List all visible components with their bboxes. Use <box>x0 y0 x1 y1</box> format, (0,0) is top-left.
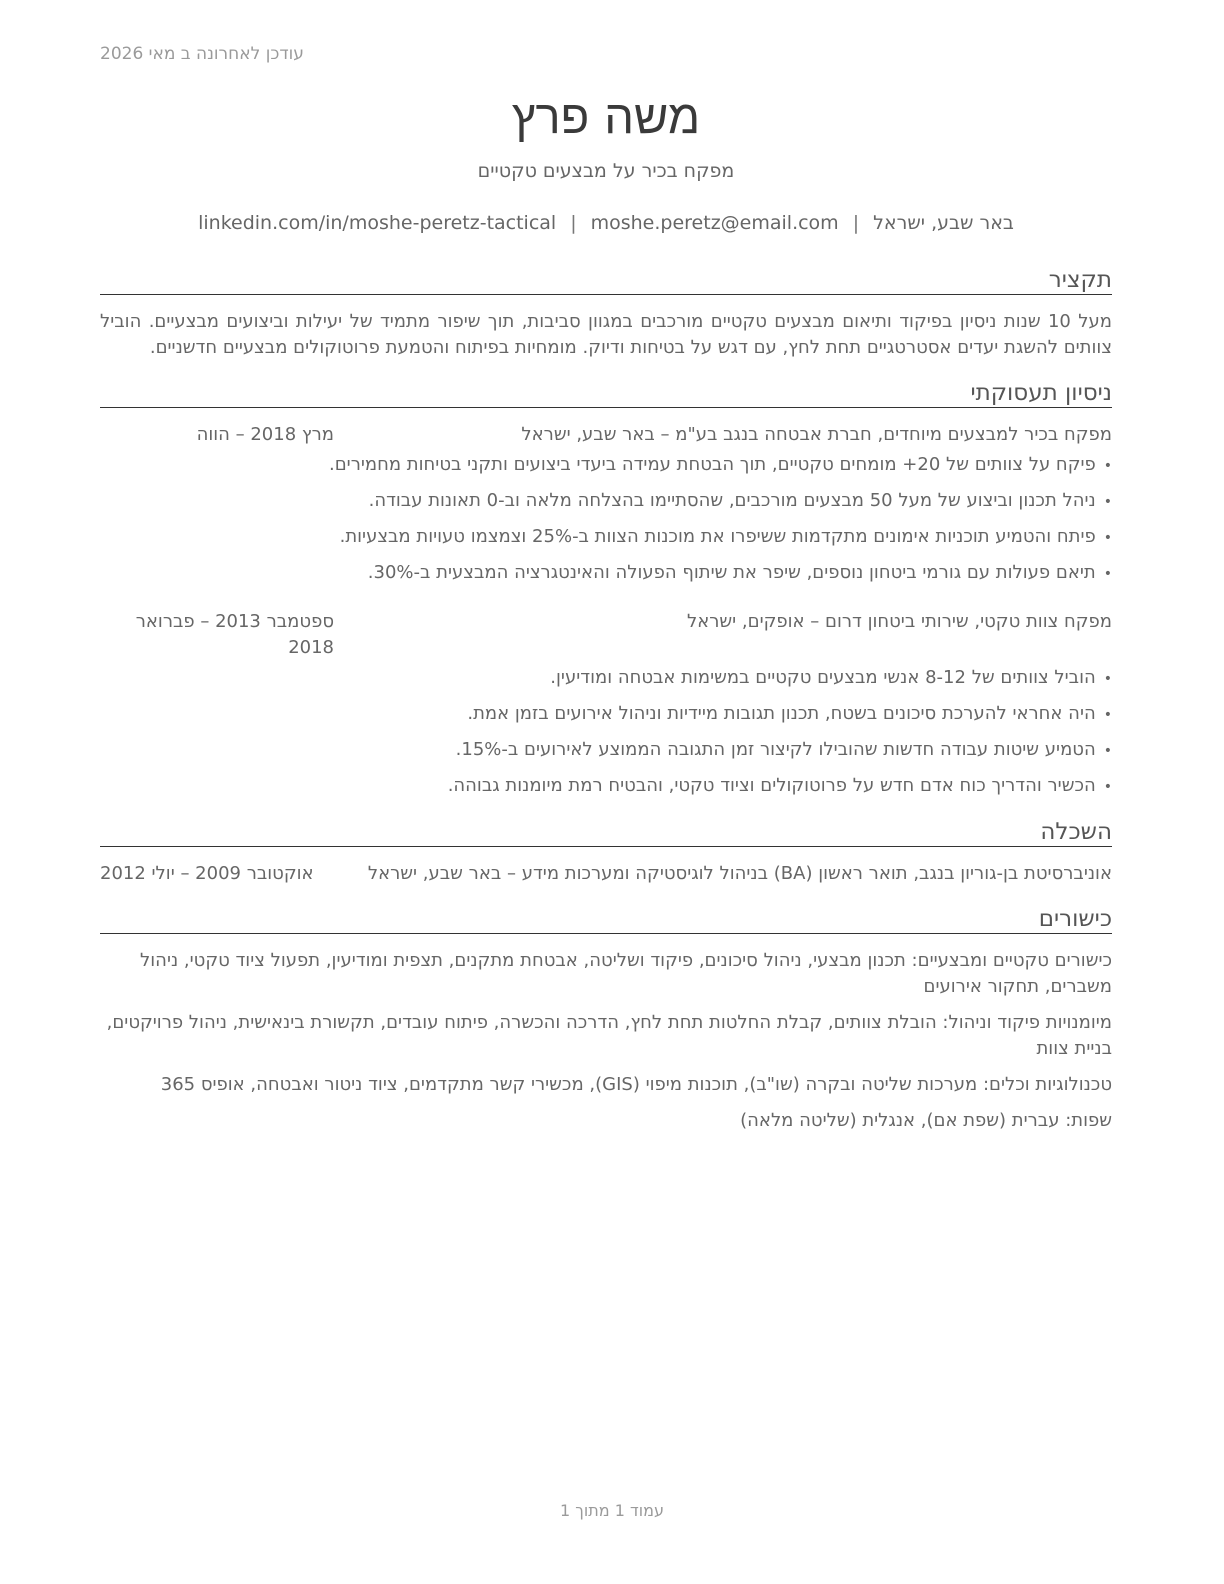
job-bullet <box>100 665 1112 692</box>
education-dates: אוקטובר 2009 – יולי 2012 <box>100 863 314 884</box>
candidate-title: מפקח בכיר על מבצעים טקטיים <box>477 160 735 182</box>
job-bullets <box>100 665 1112 800</box>
job-header <box>100 609 1112 661</box>
bullet-text: הוביל צוותים של 8-12 אנשי מבצעים טקטיים במשימות אבטחה ומודיעין. <box>550 667 1096 688</box>
contact-line <box>100 210 1112 236</box>
bullet-text: הטמיע שיטות עבודה חדשות שהובילו לקיצור זמן התגובה הממוצע לאירועים ב-15%. <box>455 739 1096 760</box>
job-entry <box>100 422 1112 587</box>
job-bullet <box>100 488 1112 515</box>
page-number: עמוד 1 מתוך 1 <box>560 1501 664 1520</box>
skill-line: שפות: עברית (שפת אם), אנגלית (שליטה מלאה) <box>740 1110 1112 1131</box>
bullet-icon: • <box>1103 779 1112 795</box>
contact-separator: | <box>852 212 860 234</box>
job-title: מפקח בכיר למבצעים מיוחדים, חברת אבטחה בנגב בע"מ – באר שבע, ישראל <box>521 424 1112 445</box>
contact-separator: | <box>570 212 577 234</box>
skill-line: כישורים טקטיים ומבצעיים: תכנון מבצעי, ניהול סיכונים, פיקוד ושליטה, אבטחת מתקנים, תצפית ומודיעין, תפעול ציוד טקטי, ניהול משברים, תחקור אירועים <box>140 950 1112 997</box>
contact-location: באר שבע, ישראל <box>873 212 1014 234</box>
job-bullet <box>100 560 1112 587</box>
bullet-text: תיאם פעולות עם גורמי ביטחון נוספים, שיפר את שיתוף הפעולה והאינטגרציה המבצעית ב-30%. <box>367 562 1096 583</box>
job-entry <box>100 609 1112 800</box>
bullet-icon: • <box>1103 530 1112 546</box>
bullet-icon: • <box>1103 743 1112 759</box>
bullet-icon: • <box>1103 671 1112 687</box>
section-title-summary: תקציר <box>100 266 1112 295</box>
job-bullets <box>100 452 1112 587</box>
bullet-text: ניהל תכנון וביצוע של מעל 50 מבצעים מורכבים, שהסתיימו בהצלחה מלאה וב-0 תאונות עבודה. <box>368 490 1096 511</box>
section-title-education: השכלה <box>100 818 1112 847</box>
resume-page <box>100 0 1112 1134</box>
job-header <box>100 422 1112 448</box>
job-bullet <box>100 773 1112 800</box>
bullet-icon: • <box>1103 707 1112 723</box>
bullet-icon: • <box>1103 566 1112 582</box>
section-title-experience: ניסיון תעסוקתי <box>100 379 1112 408</box>
bullet-icon: • <box>1103 494 1112 510</box>
education-entry <box>100 861 1112 887</box>
contact-email[interactable]: moshe.peretz@email.com <box>590 212 839 234</box>
summary-text: מעל 10 שנות ניסיון בפיקוד ותיאום מבצעים טקטיים מורכבים במגוון סביבות, תוך שיפור מתמיד של יעילות וביצועים מבצעיים. הוביל צוותים להשגת יעדים אסטרטגיים תחת לחץ, עם דגש על בטיחות ודיוק. מומחיות בפיתוח והטמעת פרוטוקולים מבצעיים חדשניים. <box>100 311 1112 358</box>
skill-line: מיומנויות פיקוד וניהול: הובלת צוותים, קבלת החלטות תחת לחץ, הדרכה והכשרה, פיתוח עובדים, תקשורת בינאישית, ניהול פרויקטים, בניית צוות <box>106 1012 1112 1059</box>
job-bullet <box>100 701 1112 728</box>
job-dates: מרץ 2018 – הווה <box>196 424 334 445</box>
section-title-skills: כישורים <box>100 905 1112 934</box>
bullet-text: הכשיר והדריך כוח אדם חדש על פרוטוקולים וציוד טקטי, והבטיח רמת מיומנות גבוהה. <box>447 775 1096 796</box>
bullet-icon: • <box>1103 458 1112 474</box>
job-dates: ספטמבר 2013 – פברואר 2018 <box>135 611 334 658</box>
bullet-text: היה אחראי להערכת סיכונים בשטח, תכנון תגובות מיידיות וניהול אירועים בזמן אמת. <box>467 703 1096 724</box>
job-title: מפקח צוות טקטי, שירותי ביטחון דרום – אופקים, ישראל <box>687 611 1112 632</box>
bullet-text: פיתח והטמיע תוכניות אימונים מתקדמות ששיפרו את מוכנות הצוות ב-25% וצמצמו טעויות מבצעיות. <box>339 526 1096 547</box>
education-text: אוניברסיטת בן-גוריון בנגב, תואר ראשון (BA) בניהול לוגיסטיקה ומערכות מידע – באר שבע, ישראל <box>367 863 1112 884</box>
last-updated-note: עודכן לאחרונה ב מאי 2026 <box>100 44 304 64</box>
candidate-name: משה פרץ <box>511 90 701 145</box>
contact-linkedin[interactable]: linkedin.com/in/moshe-peretz-tactical <box>198 212 557 234</box>
skill-line: טכנולוגיות וכלים: מערכות שליטה ובקרה (שו"ב), תוכנות מיפוי (GIS), מכשירי קשר מתקדמים, ציוד ניטור ואבטחה, אופיס 365 <box>160 1074 1112 1095</box>
job-bullet <box>100 737 1112 764</box>
job-bullet <box>100 452 1112 479</box>
job-bullet <box>100 524 1112 551</box>
bullet-text: פיקח על צוותים של 20+ מומחים טקטיים, תוך הבטחת עמידה ביעדי ביצועים ותקני בטיחות מחמירים. <box>329 454 1096 475</box>
